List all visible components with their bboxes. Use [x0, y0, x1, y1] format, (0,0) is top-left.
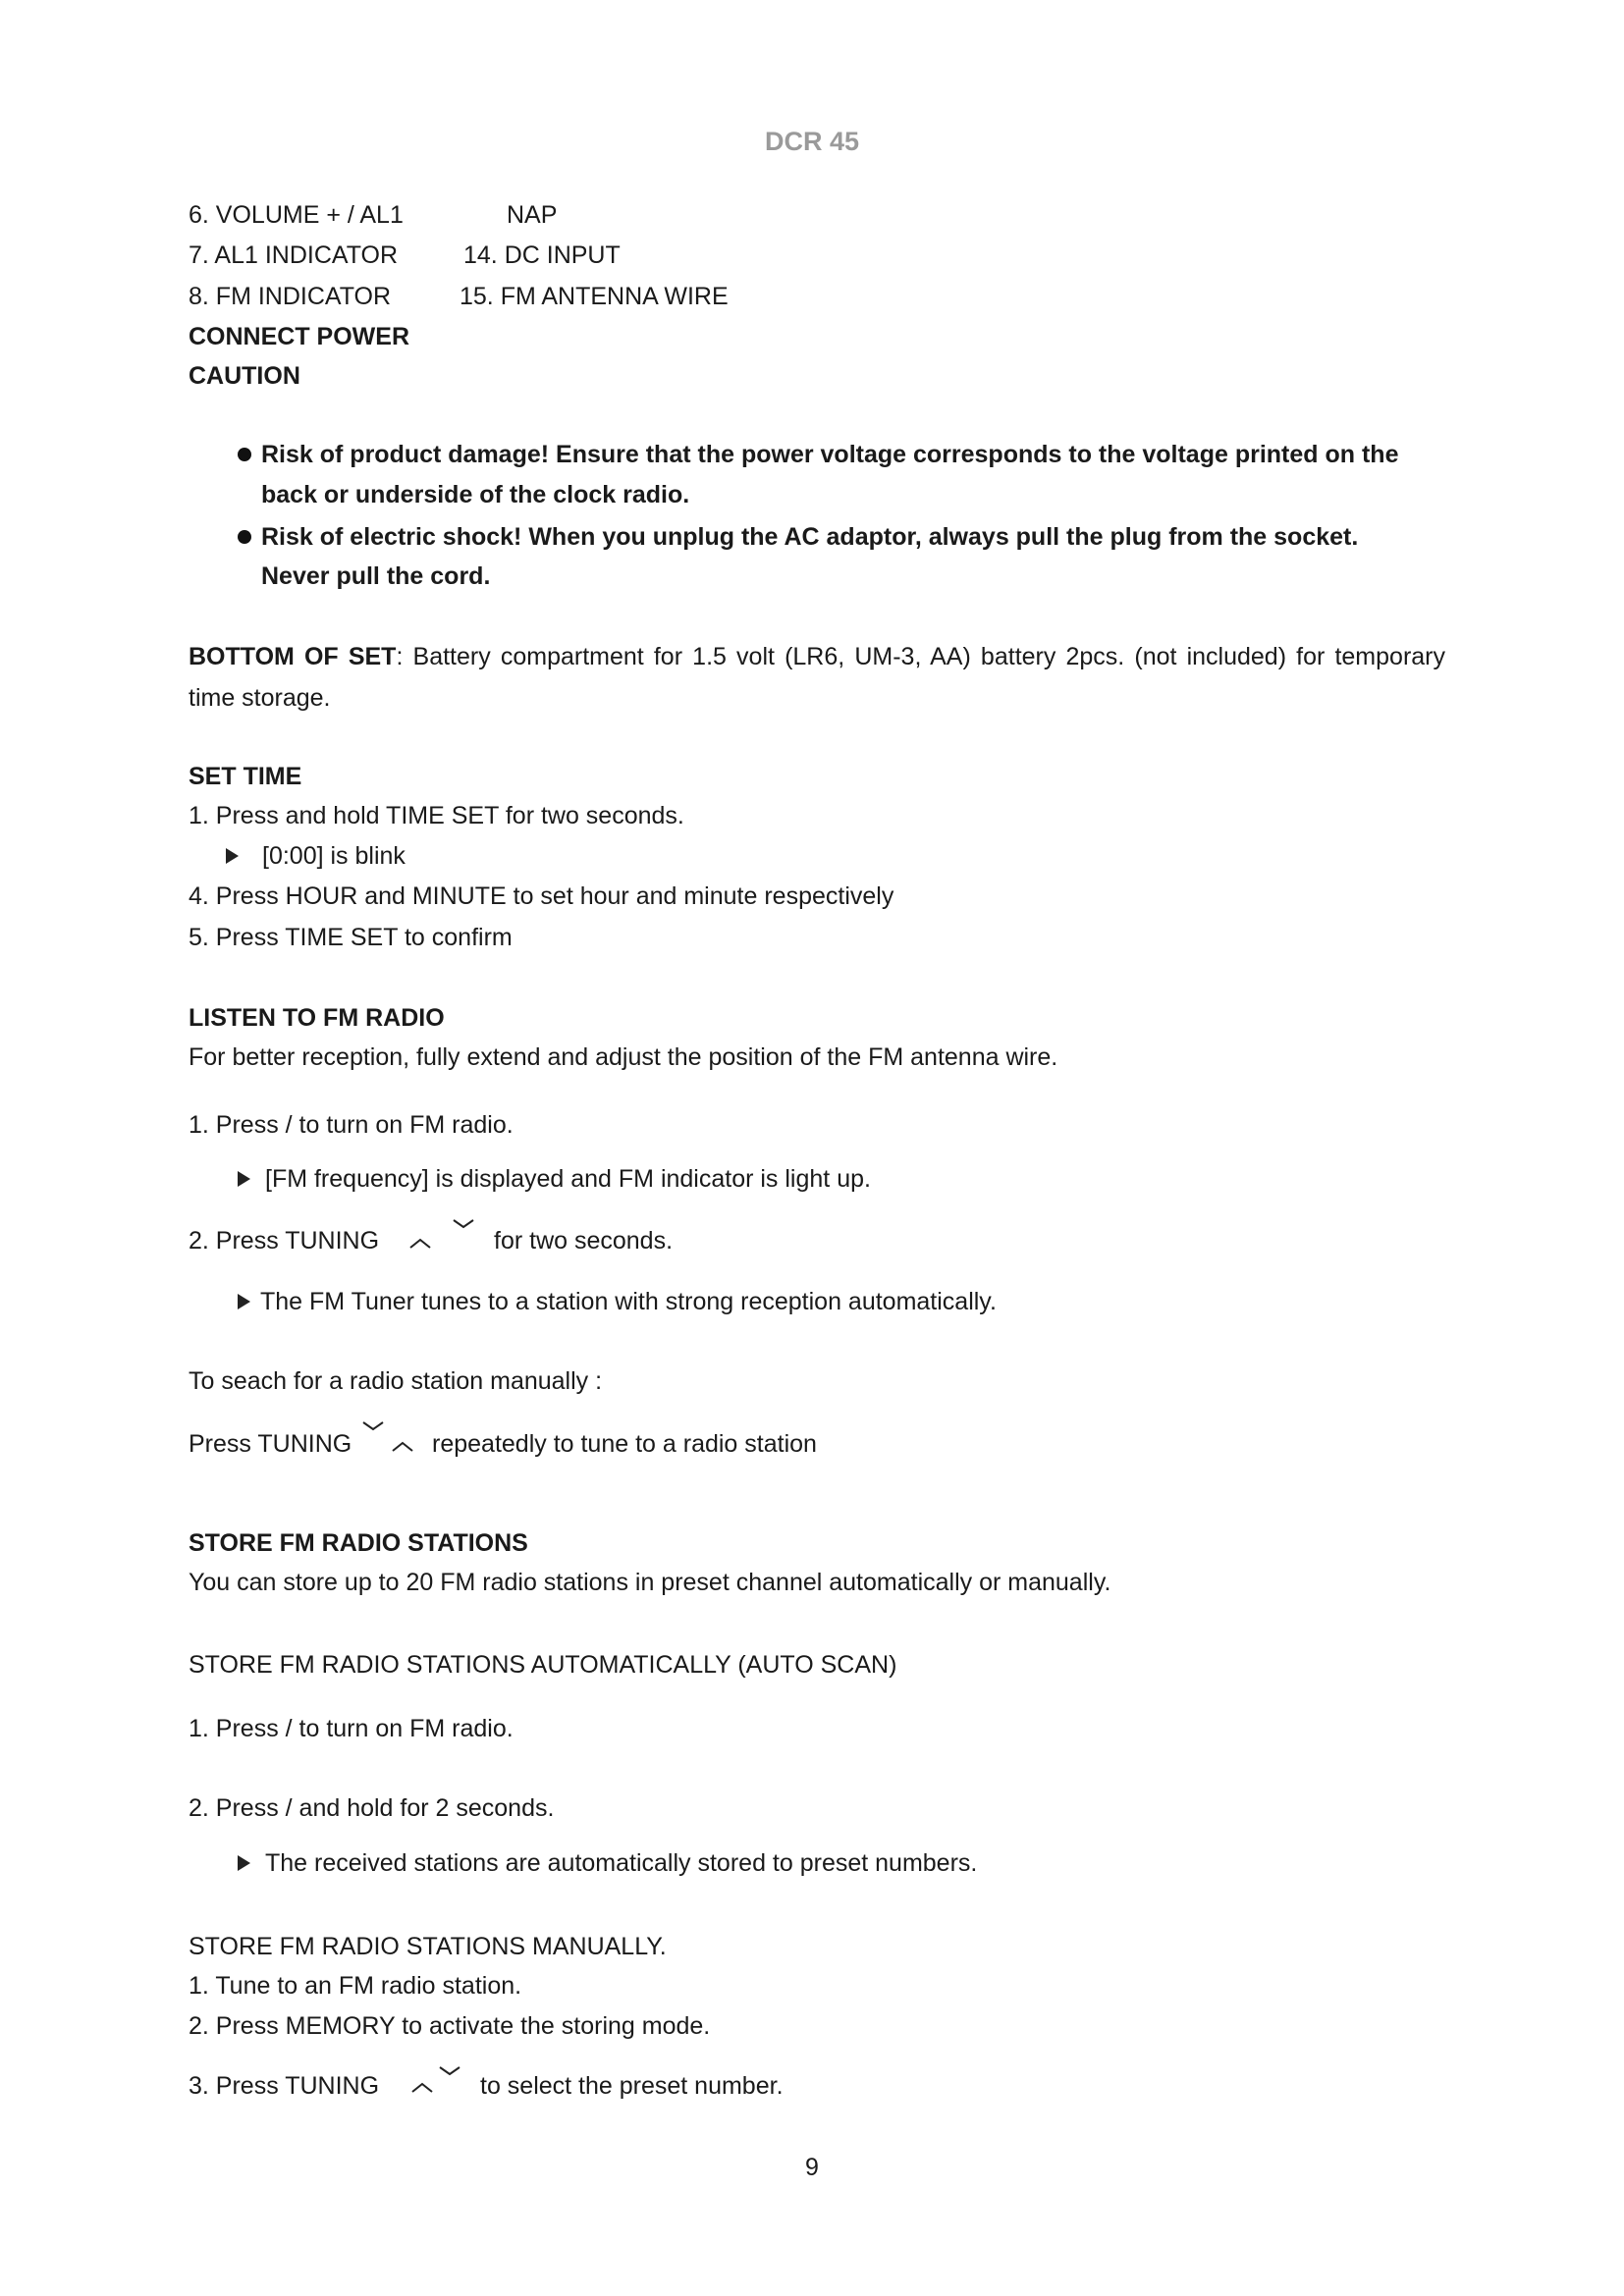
warning-shock-line2: Never pull the cord. — [261, 562, 491, 590]
warning-shock-line1: Risk of electric shock! When you unplug the AC adaptor, always pull the plug from the socket. — [261, 523, 1359, 551]
fm-radio-intro: For better reception, fully extend and adjust the position of the FM antenna wire. — [189, 1043, 1058, 1071]
arrow-right-icon — [226, 848, 239, 864]
parts-item-nap: NAP — [507, 201, 558, 229]
caution-heading: CAUTION — [189, 362, 300, 390]
parts-item-volume: 6. VOLUME + / AL1 — [189, 201, 404, 229]
tuning-up-icon — [408, 1235, 432, 1251]
connect-power-heading: CONNECT POWER — [189, 323, 409, 350]
fm-manual-intro: To seach for a radio station manually : — [189, 1367, 603, 1395]
warning-damage-line1: Risk of product damage! Ensure that the power voltage corresponds to the voltage printed on the — [261, 441, 1399, 468]
tuning-down-icon — [452, 1217, 475, 1233]
parts-item-dc-input: 14. DC INPUT — [463, 241, 621, 269]
fm-radio-step2-prefix: 2. Press TUNING — [189, 1227, 380, 1255]
store-intro: You can store up to 20 FM radio stations in preset channel automatically or manually. — [189, 1569, 1111, 1596]
parts-item-fm-indicator: 8. FM INDICATOR — [189, 283, 392, 310]
arrow-right-icon — [238, 1171, 250, 1187]
store-heading: STORE FM RADIO STATIONS — [189, 1529, 528, 1557]
tuning-down-icon — [361, 1419, 385, 1435]
bottom-of-set-paragraph — [189, 636, 1445, 719]
bottom-of-set-text: : Battery compartment for 1.5 volt (LR6, UM-3, AA) battery 2pcs. (not included) for temporary time storage. — [189, 643, 1445, 712]
fm-radio-step2-sub: The FM Tuner tunes to a station with strong reception automatically. — [260, 1288, 997, 1315]
tuning-down-icon — [438, 2064, 461, 2080]
set-time-step1: 1. Press and hold TIME SET for two seconds. — [189, 802, 684, 829]
arrow-right-icon — [238, 1294, 250, 1309]
store-manual-step3-suffix: to select the preset number. — [480, 2072, 784, 2100]
parts-item-al1-indicator: 7. AL1 INDICATOR — [189, 241, 399, 269]
store-auto-step1: 1. Press / to turn on FM radio. — [189, 1715, 514, 1742]
page-number: 9 — [805, 2154, 819, 2181]
fm-radio-step2-suffix: for two seconds. — [494, 1227, 674, 1255]
store-manual-step1: 1. Tune to an FM radio station. — [189, 1972, 522, 2000]
parts-item-fm-antenna: 15. FM ANTENNA WIRE — [460, 283, 729, 310]
arrow-right-icon — [238, 1855, 250, 1871]
fm-radio-heading: LISTEN TO FM RADIO — [189, 1004, 445, 1032]
store-auto-sub: The received stations are automatically stored to preset numbers. — [265, 1849, 978, 1877]
store-auto-step2: 2. Press / and hold for 2 seconds. — [189, 1794, 555, 1822]
bullet-icon — [238, 448, 251, 461]
tuning-up-icon — [410, 2079, 434, 2095]
set-time-heading: SET TIME — [189, 763, 302, 790]
bullet-icon — [238, 530, 251, 544]
page-header-model: DCR 45 — [764, 127, 860, 156]
warning-damage-line2: back or underside of the clock radio. — [261, 481, 690, 508]
fm-manual-prefix: Press TUNING — [189, 1430, 352, 1458]
store-auto-heading: STORE FM RADIO STATIONS AUTOMATICALLY (AUTO SCAN) — [189, 1651, 897, 1679]
fm-manual-suffix: repeatedly to tune to a radio station — [432, 1430, 817, 1458]
bottom-of-set-label: BOTTOM OF SET — [189, 643, 397, 670]
set-time-step5: 5. Press TIME SET to confirm — [189, 924, 513, 951]
fm-radio-step1: 1. Press / to turn on FM radio. — [189, 1111, 514, 1139]
set-time-step4: 4. Press HOUR and MINUTE to set hour and minute respectively — [189, 882, 894, 910]
set-time-step1-sub: [0:00] is blink — [262, 842, 406, 870]
store-manual-step3-prefix: 3. Press TUNING — [189, 2072, 380, 2100]
store-manual-step2: 2. Press MEMORY to activate the storing mode. — [189, 2012, 711, 2040]
tuning-up-icon — [391, 1438, 414, 1454]
fm-radio-step1-sub: [FM frequency] is displayed and FM indicator is light up. — [265, 1165, 871, 1193]
store-manual-heading: STORE FM RADIO STATIONS MANUALLY. — [189, 1933, 667, 1960]
